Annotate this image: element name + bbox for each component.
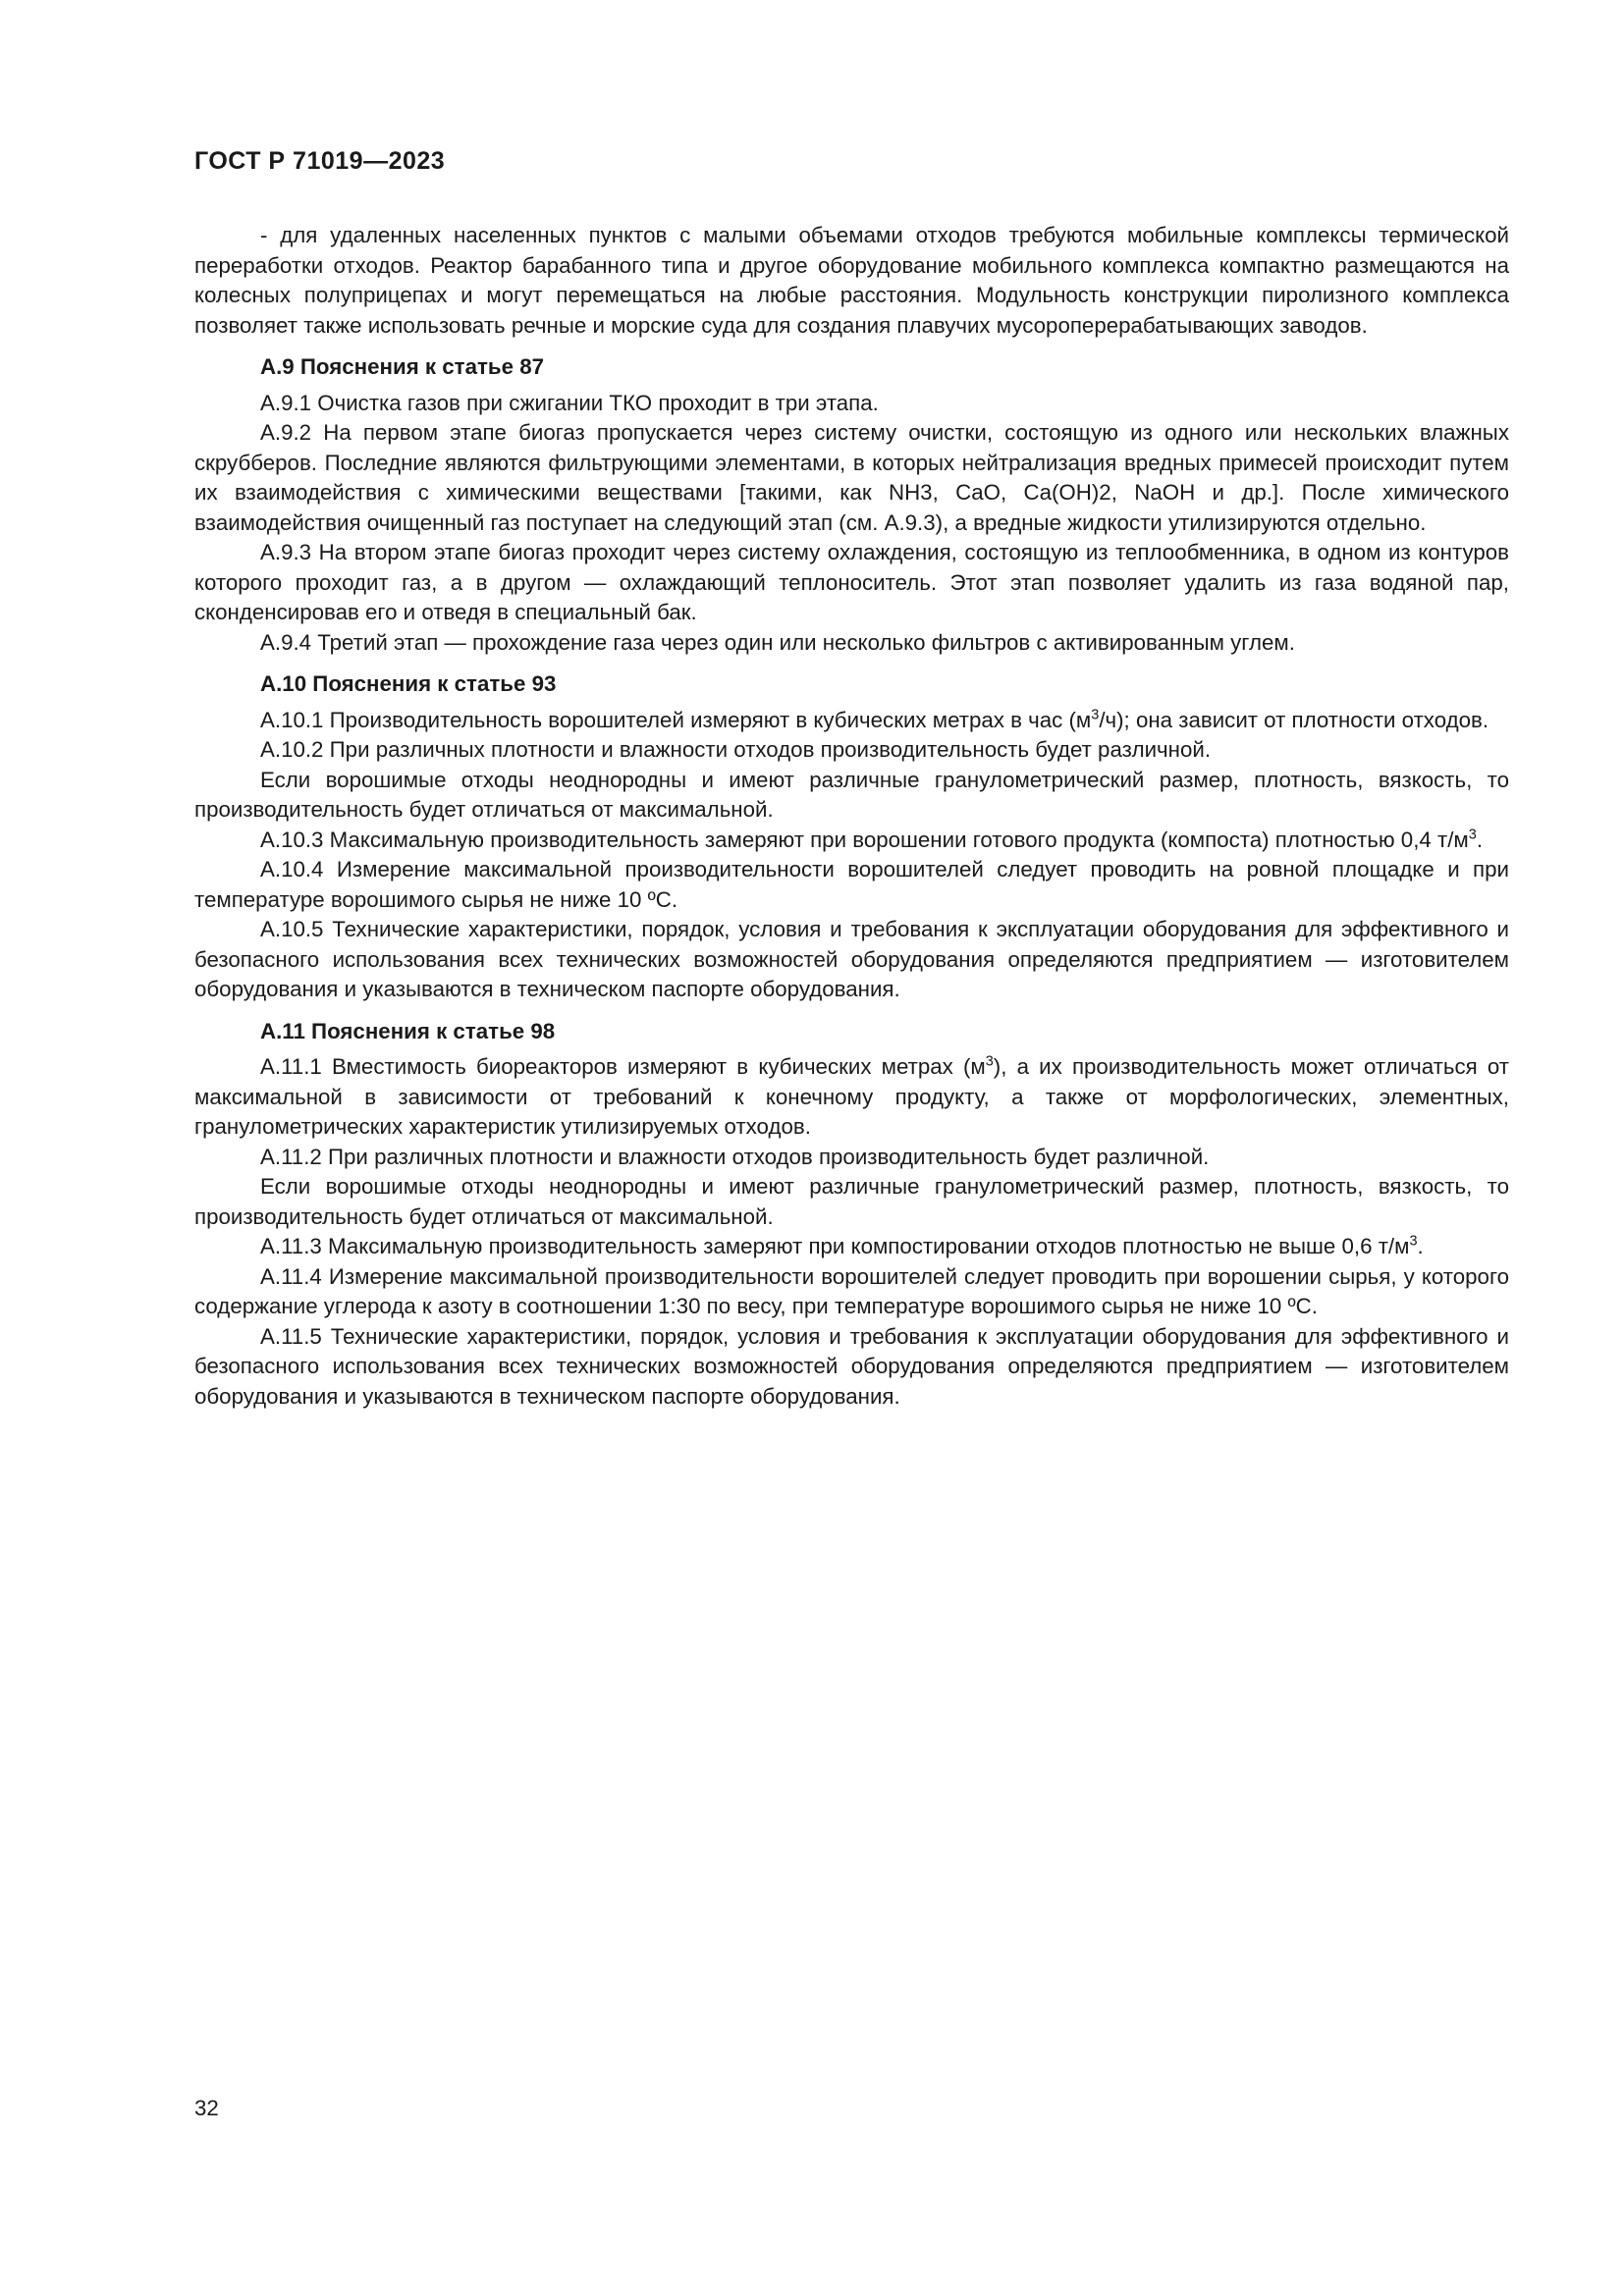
paragraph-a10-3 <box>194 826 1509 856</box>
paragraph-a10-5: А.10.5 Технические характеристики, порядок, условия и требования к эксплуатации оборудования для эффективного и безопасного использования всех технических возможностей оборудования определяются предприятием — изготовителем оборудования и указываются в техническом паспорте оборудования. <box>194 917 1509 1001</box>
page-number: 32 <box>194 2096 219 2120</box>
section-heading-a10: А.10 Пояснения к статье 93 <box>260 671 557 696</box>
superscript: 3 <box>985 1053 994 1070</box>
section-heading-a11: А.11 Пояснения к статье 98 <box>260 1018 556 1043</box>
paragraph-a11-1-text-b: ), а их производительность может отличаться от максимальной в зависимости от требований к конечному продукту, а также от морфологических, элементных, гранулометрических характеристик утилизируемых отходов. <box>194 1054 1509 1139</box>
paragraph-a10-1-text-b: /ч); она зависит от плотности отходов. <box>1099 707 1489 732</box>
paragraph-a10-2: А.10.2 При различных плотности и влажности отходов производительность будет различной. <box>260 737 1212 762</box>
paragraph-a9-4: А.9.4 Третий этап — прохождение газа через один или несколько фильтров с активированным углем. <box>260 629 1295 655</box>
superscript: 3 <box>1409 1233 1418 1250</box>
paragraph-a10-1 <box>194 706 1509 736</box>
paragraph-a11-3 <box>194 1232 1509 1262</box>
paragraph-a9-2: А.9.2 На первом этапе биогаз пропускается через систему очистки, состоящую из одного или нескольких влажных скрубберов. Последние являются фильтрующими элементами, в которых нейтрализация вредных примесей происходит путем их взаимодействия с химическими веществами [такими, как NH3, CaO, Ca(OH)2, NaOH и др.]. После химического взаимодействия очищенный газ поступает на следующий этап (см. А.9.3), а вредные жидкости утилизируются отдельно. <box>194 420 1509 535</box>
section-heading-a9: А.9 Пояснения к статье 87 <box>260 354 544 379</box>
paragraph-a11-2-cont: Если ворошимые отходы неоднородны и имеют различные гранулометрический размер, плотность, вязкость, то производительность будет отличаться от максимальной. <box>194 1174 1509 1229</box>
paragraph-a11-4: А.11.4 Измерение максимальной производительности ворошителей следует проводить при ворошении сырья, у которого содержание углерода к азоту в соотношении 1:30 по весу, при температуре ворошимого сырья не ниже 10 ºС. <box>194 1263 1509 1318</box>
paragraph-a11-5: А.11.5 Технические характеристики, порядок, условия и требования к эксплуатации оборудования для эффективного и безопасного использования всех технических возможностей оборудования определяются предприятием — изготовителем оборудования и указываются в техническом паспорте оборудования. <box>194 1323 1509 1409</box>
paragraph-a9-1: А.9.1 Очистка газов при сжигании ТКО проходит в три этапа. <box>260 390 879 415</box>
paragraph-a10-4: А.10.4 Измерение максимальной производительности ворошителей следует проводить на ровной площадке и при температуре ворошимого сырья не ниже 10 ºС. <box>194 857 1509 912</box>
superscript: 3 <box>1091 707 1100 723</box>
paragraph-a11-3-text-a: А.11.3 Максимальную производительность замеряют при компостировании отходов плотностью не выше 0,6 т/м <box>260 1234 1410 1258</box>
paragraph-a11-2: А.11.2 При различных плотности и влажности отходов производительность будет различной. <box>260 1144 1210 1169</box>
paragraph-a11-1-text-a: А.11.1 Вместимость биореакторов измеряют в кубических метрах (м <box>260 1054 986 1079</box>
paragraph-a11-3-text-b: . <box>1417 1234 1424 1258</box>
document-page <box>194 147 1509 1412</box>
paragraph-a10-3-text-a: А.10.3 Максимальную производительность замеряют при ворошении готового продукта (компоста) плотностью 0,4 т/м <box>260 827 1469 852</box>
document-header: ГОСТ Р 71019—2023 <box>194 147 446 175</box>
superscript: 3 <box>1468 827 1477 843</box>
paragraph-a10-2-cont: Если ворошимые отходы неоднородны и имеют различные гранулометрический размер, плотность, вязкость, то производительность будет отличаться от максимальной. <box>194 767 1509 822</box>
paragraph-a11-1 <box>194 1052 1509 1143</box>
paragraph-a9-3: А.9.3 На втором этапе биогаз проходит через систему охлаждения, состоящую из теплообменника, в одном из контуров которого проходит газ, а в другом — охлаждающий теплоноситель. Этот этап позволяет удалить из газа водяной пар, сконденсировав его и отведя в специальный бак. <box>194 540 1509 624</box>
paragraph-a10-3-text-b: . <box>1476 827 1484 852</box>
paragraph-a10-1-text-a: А.10.1 Производительность ворошителей измеряют в кубических метрах в час (м <box>260 707 1092 732</box>
intro-paragraph: - для удаленных населенных пунктов с малыми объемами отходов требуются мобильные комплексы термической переработки отходов. Реактор барабанного типа и другое оборудование мобильного комплекса компактно размещаются на колесных полуприцепах и могут перемещаться на любые расстояния. Модульность конструкции пиролизного комплекса позволяет также использовать речные и морские суда для создания плавучих мусороперерабатывающих заводов. <box>194 223 1509 338</box>
